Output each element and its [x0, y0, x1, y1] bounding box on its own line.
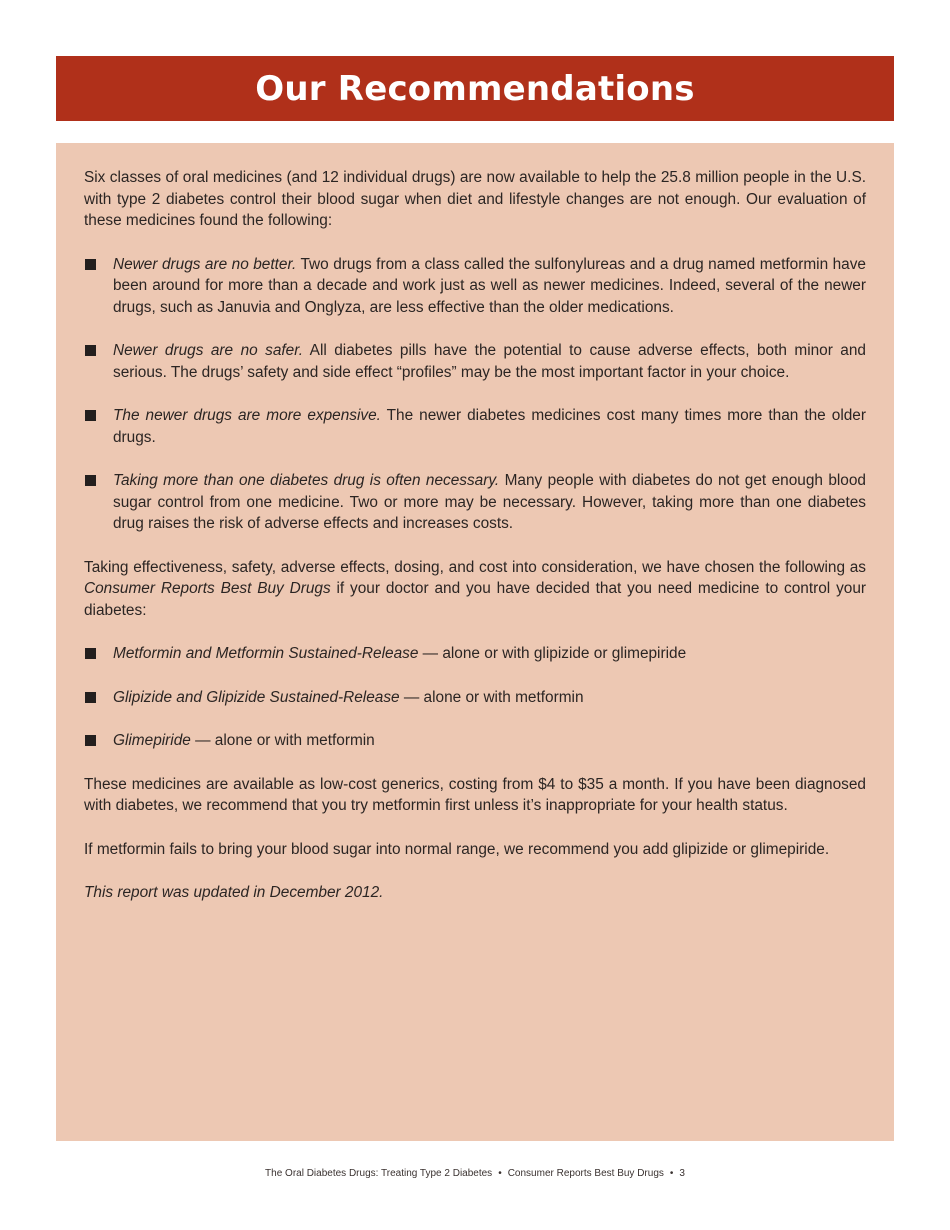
finding-item — [84, 470, 866, 535]
metformin-paragraph: If metformin fails to bring your blood sugar into normal range, we recommend you add glipizide or glimepiride. — [84, 840, 830, 858]
footer-separator: • — [669, 1168, 674, 1179]
best-buy-detail: — alone or with metformin — [399, 688, 584, 706]
footer-publisher: Consumer Reports Best Buy Drugs — [507, 1168, 664, 1179]
update-note — [84, 882, 866, 904]
finding-item — [84, 254, 866, 319]
finding-text: Two drugs from a class called the sulfonylureas and a drug named metformin have been around for more than a decade and work just as well as newer medicines. Indeed, several of the newer drugs, such as Januvia and Onglyza, are less effective than the older medications. — [113, 255, 866, 316]
page-footer — [0, 1168, 950, 1179]
best-buy-drug-name: Metformin and Metformin Sustained-Release — [113, 645, 419, 662]
finding-text: All diabetes pills have the potential to cause adverse effects, both minor and serious. The drugs’ safety and side effect “profiles” may be the most important factor in your choice. — [113, 342, 866, 381]
finding-text: The newer diabetes medicines cost many times more than the older drugs. — [113, 407, 866, 446]
best-buy-drugs-title: Consumer Reports Best Buy Drugs — [84, 580, 331, 597]
best-buy-detail: — alone or with glipizide or glimepiride — [418, 645, 687, 662]
choice-text-before: Taking effectiveness, safety, adverse effects, dosing, and cost into consideration, we have chosen the following as — [84, 558, 866, 576]
best-buy-list — [84, 643, 866, 752]
page-number: 3 — [679, 1168, 685, 1179]
finding-lead: The newer drugs are more expensive. — [113, 407, 381, 424]
footer-separator: • — [498, 1168, 502, 1179]
square-bullet-icon — [85, 692, 96, 703]
footer-report-title: The Oral Diabetes Drugs: Treating Type 2 Diabetes — [265, 1168, 493, 1179]
best-buy-item — [84, 730, 866, 752]
square-bullet-icon — [85, 259, 96, 270]
best-buy-item — [84, 687, 866, 709]
finding-lead: Newer drugs are no safer. — [113, 342, 304, 359]
square-bullet-icon — [85, 410, 96, 421]
finding-lead: Newer drugs are no better. — [113, 255, 297, 273]
square-bullet-icon — [85, 648, 96, 659]
intro-paragraph: Six classes of oral medicines (and 12 individual drugs) are now available to help the 25.8 million people in the U.S. with type 2 diabetes control their blood sugar when diet and lifestyle changes are not enough. Our evaluation of these medicines found the following: — [84, 169, 866, 229]
square-bullet-icon — [85, 475, 96, 486]
article-body — [84, 167, 866, 926]
square-bullet-icon — [85, 735, 96, 746]
square-bullet-icon — [85, 345, 96, 356]
best-buy-detail: — alone or with metformin — [190, 732, 375, 749]
generics-paragraph: These medicines are available as low-cost generics, costing from $4 to $35 a month. If you have been diagnosed with diabetes, we recommend that you try metformin first unless it’s inappropriate for your health status. — [84, 775, 866, 814]
finding-lead: Taking more than one diabetes drug is often necessary. — [113, 472, 500, 489]
finding-item — [84, 405, 866, 448]
findings-list — [84, 254, 866, 535]
content-panel — [56, 143, 894, 1141]
update-note-text: This report was updated in December 2012. — [84, 884, 384, 901]
best-buy-item — [84, 643, 866, 665]
choice-paragraph — [84, 557, 866, 622]
page-title: Our Recommendations — [255, 68, 695, 109]
choice-text-after: if your doctor and you have decided that you need medicine to control your diabetes: — [84, 580, 867, 619]
finding-text: Many people with diabetes do not get enough blood sugar control from one medicine. Two or more may be necessary. However, taking more than one diabetes drug raises the risk of adverse effects and increases costs. — [113, 472, 866, 532]
best-buy-drug-name: Glimepiride — [113, 732, 191, 749]
title-banner — [56, 56, 894, 121]
finding-item — [84, 340, 866, 383]
best-buy-drug-name: Glipizide and Glipizide Sustained-Release — [113, 688, 400, 706]
